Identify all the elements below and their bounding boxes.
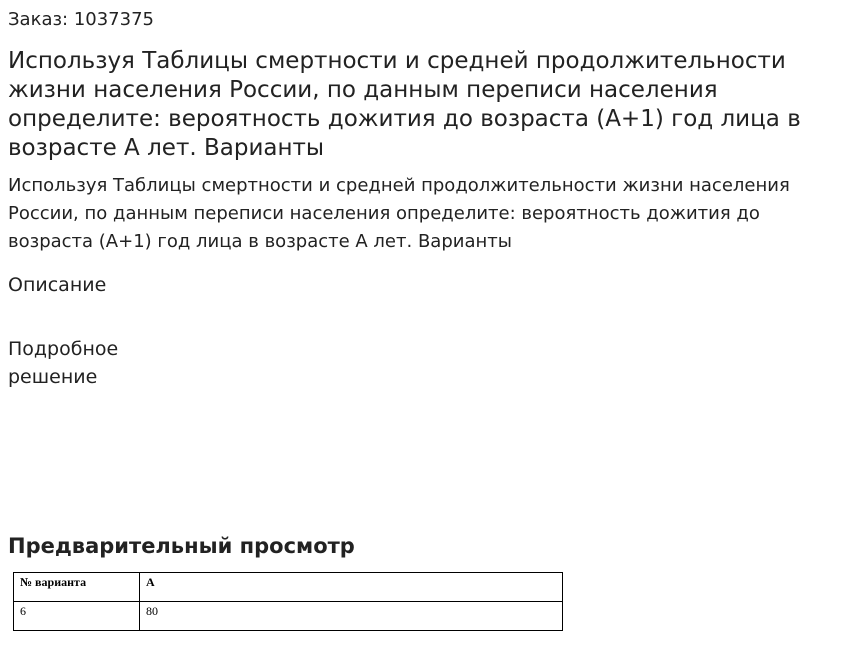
task-title: Используя Таблицы смертности и средней продолжительности жизни населения России, по данным переписи населения определите: вероятность дожития до возраста (А+1) год лица в возрасте А лет. Варианты	[8, 48, 801, 161]
table-cell: 6	[14, 602, 140, 631]
variants-table	[13, 572, 563, 631]
preview-heading: Предварительный просмотр	[8, 534, 355, 558]
table-row	[14, 602, 563, 631]
description-label: Описание	[8, 274, 107, 296]
table-cell: 80	[140, 602, 563, 631]
table-header-cell: А	[140, 573, 563, 602]
table-header-cell: № варианта	[14, 573, 140, 602]
task-description-text: Используя Таблицы смертности и средней продолжительности жизни населения России, по данным переписи населения определите: вероятность дожития до возраста (А+1) год лица в возрасте А лет. Варианты	[8, 175, 790, 252]
solution-label: Подробное решение	[8, 338, 119, 388]
table-header-row	[14, 573, 563, 602]
order-number: Заказ: 1037375	[8, 9, 154, 30]
